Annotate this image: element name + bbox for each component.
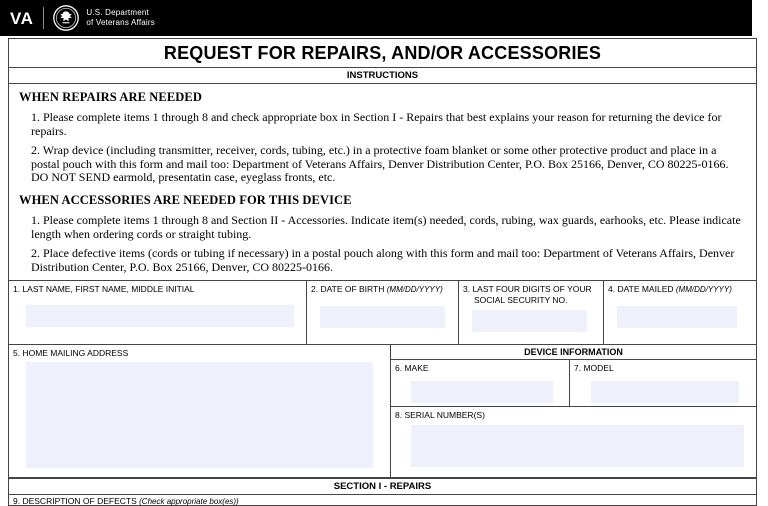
- field-row-identity: [9, 281, 756, 345]
- va-agency-name: [86, 8, 155, 28]
- device-information-group: [390, 345, 756, 477]
- field-item3-ssn: [458, 281, 603, 344]
- field-row-address-device: [9, 345, 756, 478]
- item8-label: 8. SERIAL NUMBER(S): [395, 410, 485, 421]
- item4-label-text: 4. DATE MAILED: [608, 284, 674, 295]
- field-item1-name: [9, 281, 306, 344]
- repairs-item-2: 2. Wrap device (including transmitter, receiver, cords, tubing, etc.) in a protective foam blanket or some other protective product and place in a postal pouch with this form and mail too: Department of Veterans Affairs, Denver Distribution Center, P.O. Box 25166, Denver, CO 80225-0166. DO NOT SEND earmold, presentatin case, eyeglass fronts, etc.: [31, 143, 729, 185]
- va-seal-icon: [53, 5, 79, 31]
- item5-input[interactable]: [26, 362, 373, 468]
- field-item9-defects: [9, 494, 756, 505]
- repairs-heading: WHEN REPAIRS ARE NEEDED: [19, 90, 203, 104]
- field-item7-model: [569, 360, 756, 406]
- field-item4-date-mailed: [603, 281, 756, 344]
- instructions-header-band: [9, 68, 756, 84]
- device-information-header: DEVICE INFORMATION: [391, 345, 756, 360]
- form-title: REQUEST FOR REPAIRS, AND/OR ACCESSORIES: [163, 42, 602, 63]
- form-title-band: [9, 38, 756, 68]
- item6-label: 6. MAKE: [395, 363, 429, 374]
- item7-label: 7. MODEL: [574, 363, 614, 374]
- item9-label-text: 9. DESCRIPTION OF DEFECTS: [13, 496, 137, 506]
- field-item2-dob: [306, 281, 458, 344]
- item9-format: (Check appropriate box(es)): [139, 497, 239, 506]
- va-agency-line2: of Veterans Affairs: [86, 18, 155, 27]
- accessories-item-1: 1. Please complete items 1 through 8 and Section II - Accessories. Indicate item(s) needed, cords, rubing, wax guards, earhooks, etc. Please indicate length when ordering cords or straight tubing.: [31, 212, 741, 241]
- instructions-header: INSTRUCTIONS: [346, 70, 419, 81]
- item6-input[interactable]: [411, 381, 553, 403]
- section-1-band: [9, 478, 756, 494]
- form-sheet: [8, 38, 757, 506]
- item3-input[interactable]: [472, 310, 587, 332]
- item5-label: 5. HOME MAILING ADDRESS: [13, 348, 129, 359]
- field-item5-address: [9, 345, 390, 477]
- item2-input[interactable]: [320, 306, 445, 328]
- item4-input[interactable]: [617, 306, 737, 328]
- repairs-item-1: 1. Please complete items 1 through 8 and check appropriate box in Section I - Repairs that best explains your reason for returning the device for repairs.: [31, 110, 722, 138]
- field-item8-serial: [391, 407, 756, 477]
- accessories-item-2: 2. Place defective items (cords or tubing if necessary) in a postal pouch along with this form and mail too: Department of Veterans Affairs, Denver Distribution Center, P.O. Box 25166, Denver, CO 80225-0166.: [31, 246, 735, 274]
- section-1-title: SECTION I - REPAIRS: [333, 481, 432, 493]
- item1-input[interactable]: [26, 305, 294, 327]
- item8-input[interactable]: [411, 425, 744, 467]
- instructions-body: [9, 84, 756, 281]
- item4-label: [604, 281, 756, 296]
- item3-label: [459, 281, 603, 305]
- item2-label: [307, 281, 458, 296]
- item2-label-text: 2. DATE OF BIRTH: [311, 284, 385, 295]
- va-masthead: [0, 0, 752, 36]
- accessories-heading: WHEN ACCESSORIES ARE NEEDED FOR THIS DEVICE: [19, 192, 352, 207]
- masthead-divider: [43, 7, 44, 29]
- item4-format: (MM/DD/YYYY): [675, 285, 732, 295]
- item3-label-line2: SOCIAL SECURITY NO.: [474, 294, 568, 305]
- item7-input[interactable]: [591, 381, 739, 403]
- va-wordmark: VA: [10, 8, 34, 28]
- item1-label: 1. LAST NAME, FIRST NAME, MIDDLE INITIAL: [13, 284, 195, 295]
- item9-label: [9, 495, 756, 505]
- item3-label-line1: 3. LAST FOUR DIGITS OF YOUR: [463, 284, 592, 295]
- item2-format: (MM/DD/YYYY): [386, 285, 443, 295]
- va-agency-line1: U.S. Department: [86, 8, 149, 17]
- device-make-model-row: [391, 360, 756, 407]
- field-item6-make: [391, 360, 569, 406]
